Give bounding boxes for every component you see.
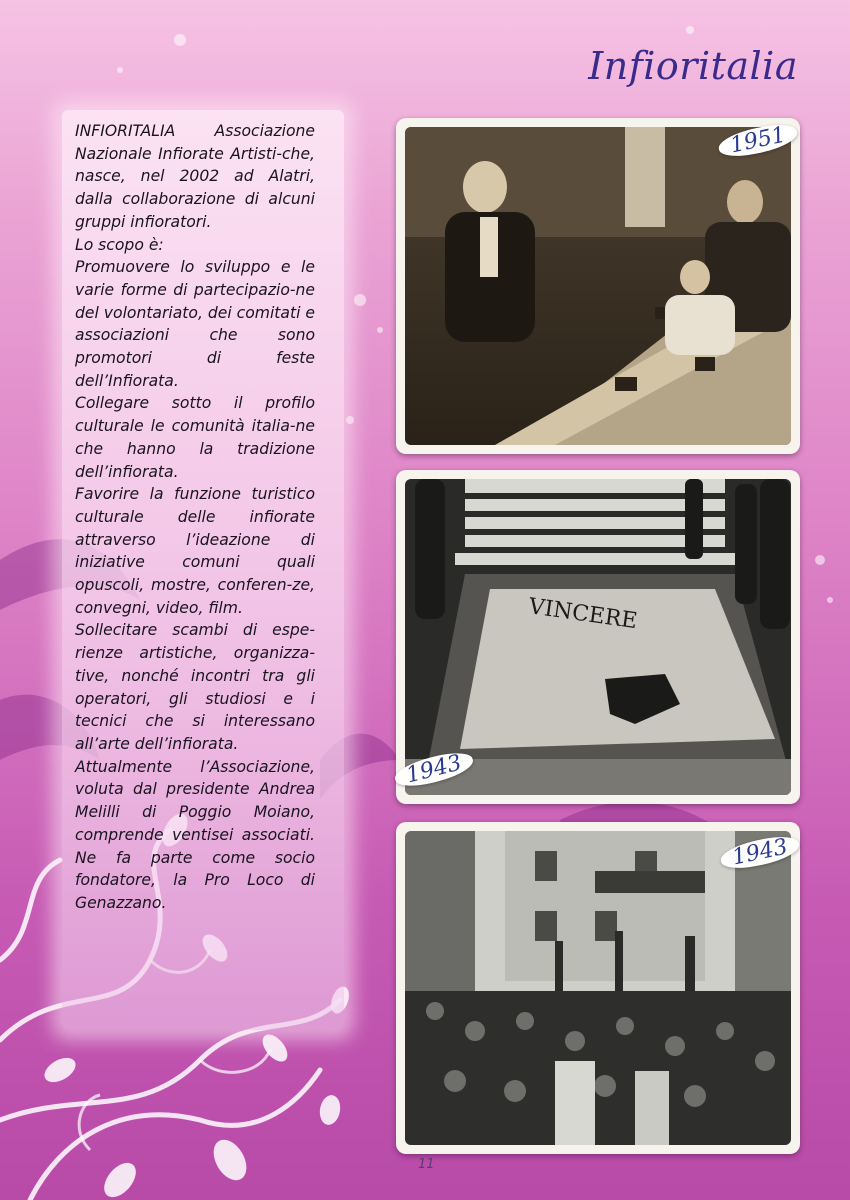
- photo-image: [405, 127, 791, 445]
- paragraph-tourism: Favorire la funzione turistico culturale delle infiorate attraverso l’ideazione di iniziative comuni quali opuscoli, mostre, conferen-ze, convegni, video, film.: [75, 485, 315, 617]
- paragraph-connect: Collegare sotto il profilo culturale le comunità italia-ne che hanno la tradizione dell’infiorata.: [75, 394, 315, 481]
- photo-1951-flower-carpet: [396, 118, 800, 454]
- paragraph-scope-label: Lo scopo è:: [75, 235, 164, 254]
- year-label-1951: 1951: [716, 120, 799, 161]
- page-number: 11: [418, 1157, 435, 1172]
- paragraph-exchange: Sollecitare scambi di espe-rienze artistiche, organizza-tive, nonché incontri tra gli operatori, gli studiosi e i tecnici che si interessano all’arte dell’infiorata.: [75, 621, 315, 753]
- page-title: Infioritalia: [588, 44, 798, 88]
- paragraph-promote: Promuovere lo sviluppo e le varie forme di partecipazio-ne del volontariato, dei comitati e associazioni che sono promotori di feste dell’Infiorata.: [75, 258, 315, 390]
- year-label-1943-b: 1943: [718, 832, 801, 873]
- year-label-1943-a: 1943: [392, 748, 476, 792]
- article-body: [75, 120, 315, 915]
- svg-text:VINCERE: VINCERE: [527, 594, 639, 635]
- photo-image: [405, 831, 791, 1145]
- photo-1943-crowd-square: [396, 822, 800, 1154]
- paragraph-intro: INFIORITALIA Associazione Nazionale Infiorate Artisti-che, nasce, nel 2002 ad Alatri, dalla collaborazione di alcuni gruppi infioratori.: [75, 122, 315, 231]
- photo-image: [405, 479, 791, 795]
- paragraph-current: Attualmente l’Associazione, voluta dal presidente Andrea Melilli di Poggio Moiano, comprende ventisei associati. Ne fa parte come socio fondatore, la Pro Loco di Genazzano.: [75, 757, 315, 912]
